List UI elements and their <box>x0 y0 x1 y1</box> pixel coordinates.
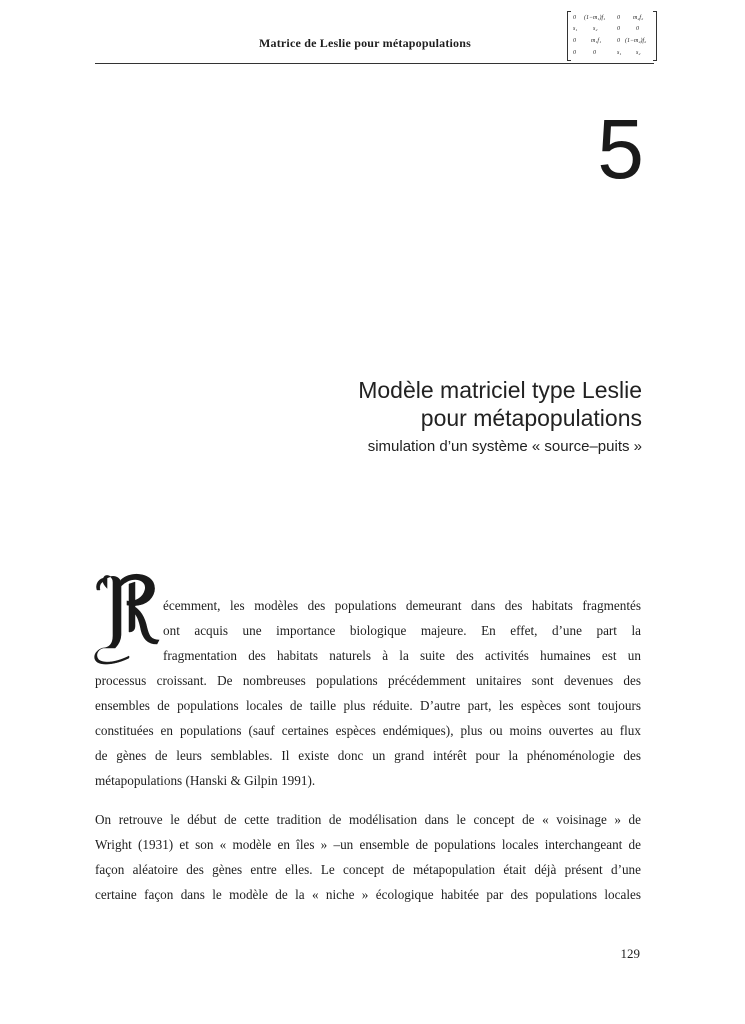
matrix-cell: s₁ <box>573 26 578 32</box>
matrix-cell: s₁ <box>617 50 622 56</box>
body-text-line: On retrouve le début de cette tradition de modélisation dans le concept de « voisinage » de <box>95 812 641 827</box>
header-matrix-figure <box>567 11 657 61</box>
body-text-line: ensembles de populations locales de taille plus réduite. D’autre part, les espèces sont toujours <box>95 698 641 713</box>
matrix-cell: s₂ <box>636 50 641 56</box>
header-rule <box>95 63 654 64</box>
matrix-cell: s₂ <box>593 26 598 32</box>
body-text-line: façon aléatoire des gènes entre elles. Le concept de métapopulation était déjà présent d’une <box>95 862 641 877</box>
matrix-cell: 0 <box>617 26 620 32</box>
matrix-row <box>571 35 653 47</box>
page-number: 129 <box>620 946 640 961</box>
chapter-subtitle: simulation d’un système « source–puits » <box>367 438 642 455</box>
body-text-line: de gènes de leurs semblables. Il existe donc un grand intérêt pour la phénoménologie des <box>95 748 641 763</box>
matrix-cell: 0 <box>573 15 576 21</box>
body-text-line: processus croissant. De nombreuses populations précédemment unitaires sont devenues des <box>95 673 641 688</box>
matrix-cell: (1−m₂)f₂ <box>625 38 647 44</box>
matrix-cell: (1−m₁)f₁ <box>584 15 606 21</box>
matrix-row <box>571 47 653 59</box>
body-text-line: constituées en populations (sauf certaines espèces endémiques), plus ou moins ouvertes au flux <box>95 723 641 738</box>
body-text-line: Wright (1931) et son « modèle en îles » –un ensemble de populations locales interchangeant de <box>95 837 641 852</box>
matrix-cell: 0 <box>573 50 576 56</box>
matrix-cell: m₁f₁ <box>591 38 602 44</box>
matrix-cell: 0 <box>636 26 639 32</box>
body-text-line: ont acquis une importance biologique majeure. En effet, d’une part la <box>163 623 641 638</box>
dropcap-r-ornament <box>93 570 163 665</box>
body-text-line: certaine façon dans le modèle de la « niche » écologique habitée par des populations locales <box>95 887 641 902</box>
matrix-cell: 0 <box>593 50 596 56</box>
chapter-title-line-2: pour métapopulations <box>420 405 642 431</box>
running-header-title: Matrice de Leslie pour métapopulations <box>258 36 472 50</box>
chapter-title-line-1: Modèle matriciel type Leslie <box>358 377 642 403</box>
body-text-line: métapopulations (Hanski & Gilpin 1991). <box>95 773 316 788</box>
matrix-cell: 0 <box>573 38 576 44</box>
matrix-row <box>571 23 653 35</box>
chapter-number: 5 <box>597 102 644 196</box>
matrix-cell: 0 <box>617 38 620 44</box>
body-text-line: écemment, les modèles des populations demeurant dans des habitats fragmentés <box>163 598 641 613</box>
body-text-line: fragmentation des habitats naturels à la suite des activités humaines est un <box>163 648 641 663</box>
matrix-cell: 0 <box>617 15 620 21</box>
matrix-cell: m₂f₂ <box>633 15 644 21</box>
